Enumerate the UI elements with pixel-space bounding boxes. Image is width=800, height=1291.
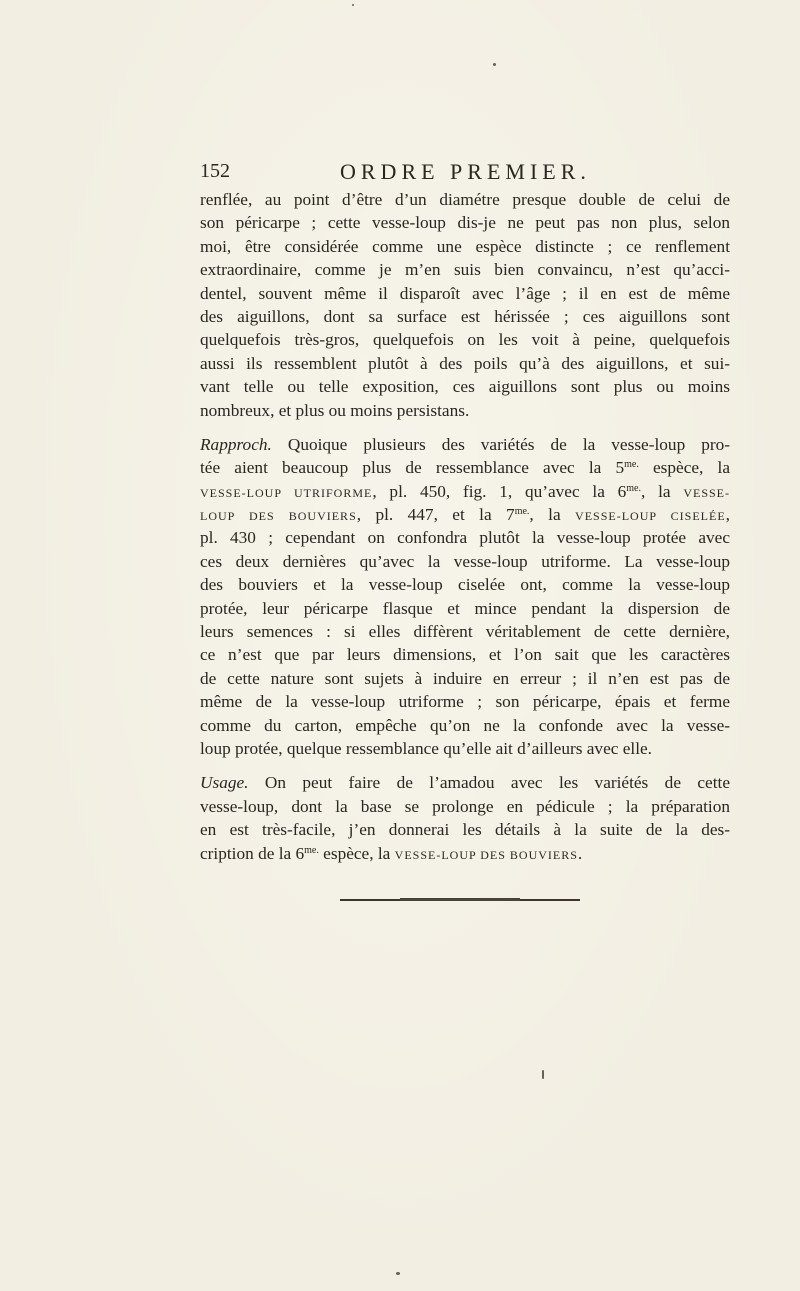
text-line [200, 818, 730, 841]
text-run: aussi ils ressemblent plutôt à des poils qu’à des aiguillons, et sui- [200, 353, 730, 373]
small-caps-name: LOUP DES BOUVIERS [200, 509, 357, 524]
text-run: des bouviers et la vesse-loup ciselée ont, comme la vesse-loup [200, 575, 730, 595]
text-line [200, 714, 730, 737]
text-line [200, 550, 730, 573]
text-line [200, 235, 730, 258]
small-caps-name: VESSE-LOUP UTRIFORME [200, 485, 373, 500]
text-line [200, 399, 730, 422]
text-run: extraordinaire, comme je m’en suis bien convaincu, n’est qu’acci- [200, 260, 730, 280]
small-caps-name: VESSE-LOUP DES BOUVIERS [394, 847, 578, 862]
running-title: ORDRE PREMIER. [340, 159, 591, 184]
paper-speck [396, 1272, 400, 1275]
paragraph-gap [200, 422, 730, 433]
small-caps-name: VESSE- [683, 485, 730, 500]
body-text [200, 188, 730, 865]
text-run: vesse-loup, dont la base se prolonge en pédicule ; la préparation [200, 796, 730, 816]
text-run: On peut faire de l’amadou avec les variétés de cette [248, 773, 730, 793]
text-line [200, 503, 730, 526]
text-line [200, 328, 730, 351]
text-line [200, 480, 730, 503]
text-line [200, 573, 730, 596]
text-run: , la [641, 481, 684, 501]
text-run: espèce, la [318, 843, 395, 863]
text-line [200, 456, 730, 479]
text-run: renflée, au point d’être d’un diamétre presque double de celui de [200, 190, 730, 209]
text-run: espèce, la [638, 458, 731, 478]
text-run: , pl. 447, et la 7 [356, 505, 515, 525]
text-run: ces deux dernières qu’avec la vesse-loup utriforme. La vesse-loup [200, 551, 730, 571]
text-run: même de la vesse-loup utriforme ; son péricarpe, épais et ferme [200, 692, 730, 712]
text-run: . [577, 843, 583, 863]
text-line [200, 597, 730, 620]
text-line [200, 842, 730, 865]
text-run: nombreux, et plus ou moins persistans. [200, 400, 470, 420]
paragraph-gap [200, 760, 730, 771]
text-run: loup protée, quelque ressemblance qu’elle ait d’ailleurs avec elle. [200, 738, 652, 758]
text-line [200, 690, 730, 713]
text-run: moi, être considérée comme une espèce distincte ; ce renflement [200, 236, 730, 256]
superscript: me. [624, 459, 639, 471]
text-line [200, 771, 730, 794]
text-run: pl. 430 ; cependant on confondra plutôt la vesse-loup protée avec [200, 528, 730, 548]
text-line [200, 375, 730, 398]
text-run: , la [529, 505, 576, 525]
paper-speck [542, 1070, 544, 1079]
text-run: de cette nature sont sujets à induire en erreur ; il n’en est pas de [200, 668, 730, 688]
text-run: comme du carton, empêche qu’on ne la confonde avec la vesse- [200, 715, 730, 735]
text-run: , pl. 450, fig. 1, qu’avec la 6 [372, 481, 627, 501]
text-run: , [725, 505, 730, 525]
text-run: leurs semences : si elles diffèrent véritablement de cette dernière, [200, 622, 730, 642]
text-run: Quoique plusieurs des variétés de la vesse-loup pro- [271, 434, 730, 454]
superscript: me. [304, 844, 319, 856]
text-line [200, 643, 730, 666]
page-number: 152 [200, 160, 230, 182]
text-run: tée aient beaucoup plus de ressemblance avec la 5 [200, 458, 625, 478]
superscript: me. [626, 482, 641, 494]
text-line [200, 282, 730, 305]
text-run: quelquefois très-gros, quelquefois on les voit à peine, quelquefois [200, 330, 730, 350]
text-run: dentel, souvent même il disparoît avec l’âge ; il en est de même [200, 283, 730, 303]
text-run: son péricarpe ; cette vesse-loup dis-je ne peut pas non plus, selon [200, 213, 730, 233]
text-line [200, 737, 730, 760]
paper-speck [493, 63, 496, 66]
superscript: me. [514, 506, 530, 518]
text-line [200, 795, 730, 818]
text-run: cription de la 6 [200, 843, 305, 863]
text-run: vant telle ou telle exposition, ces aiguillons sont plus ou moins [200, 377, 730, 397]
text-run: en est très-facile, j’en donnerai les détails à la suite de la des- [200, 820, 730, 840]
small-caps-name: VESSE-LOUP CISELÉE [575, 509, 726, 524]
text-line [200, 258, 730, 281]
text-line [200, 352, 730, 375]
text-run: protée, leur péricarpe flasque et mince pendant la dispersion de [200, 598, 730, 618]
text-line [200, 188, 730, 211]
paper-speck [352, 4, 354, 6]
section-label: Rapproch. [200, 434, 272, 454]
section-rule [340, 899, 580, 901]
text-line [200, 211, 730, 234]
text-line [200, 433, 730, 456]
text-line [200, 620, 730, 643]
text-run: ce n’est que par leurs dimensions, et l’on sait que les caractères [200, 645, 730, 665]
text-run: des aiguillons, dont sa surface est hérissée ; ces aiguillons sont [200, 306, 730, 326]
section-label: Usage. [200, 773, 249, 793]
text-line [200, 526, 730, 549]
text-line [200, 305, 730, 328]
running-head [200, 160, 730, 190]
text-line [200, 667, 730, 690]
